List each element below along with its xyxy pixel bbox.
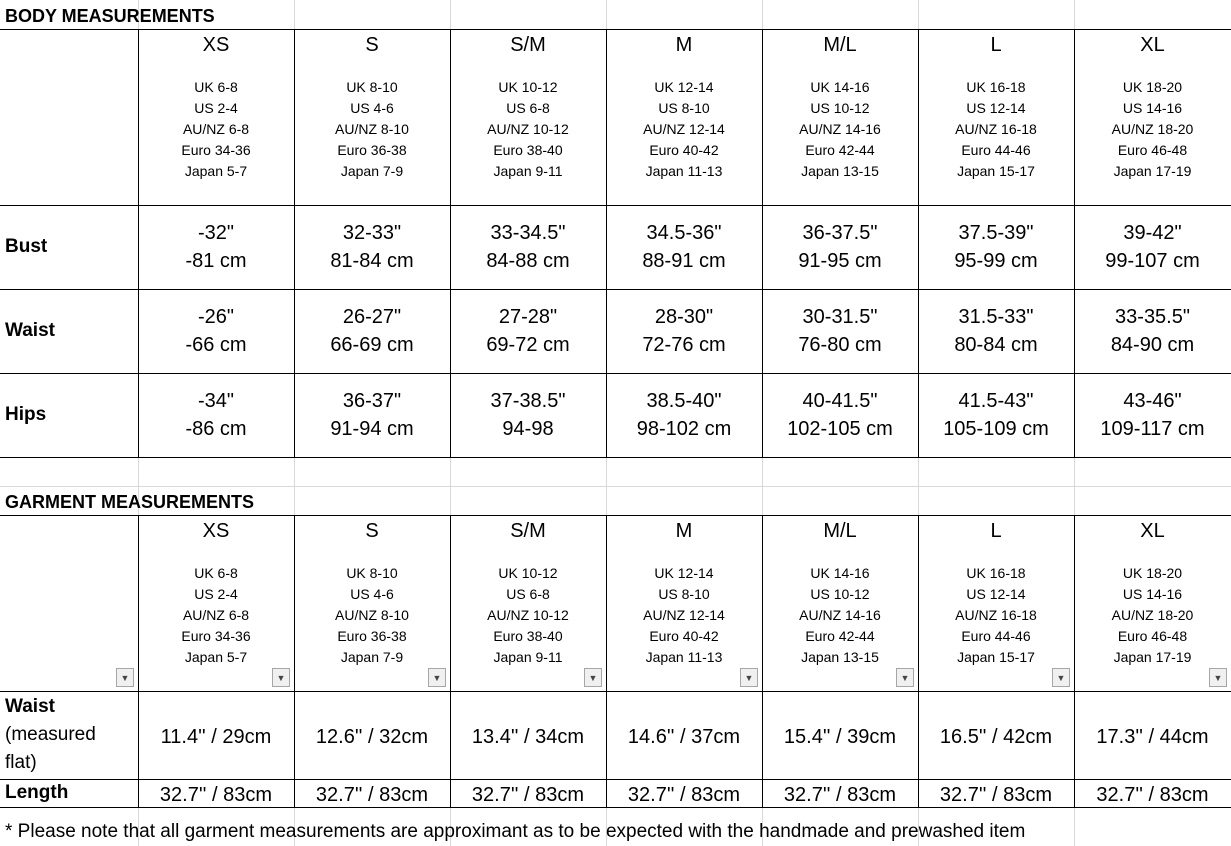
size-name: L — [990, 34, 1002, 56]
cm-value: 88-91 cm — [642, 250, 726, 272]
garment-measurement-cell: 32.7'' / 83cm — [627, 784, 741, 806]
row-label-line: Waist — [5, 696, 55, 717]
inches-value: 36-37" — [342, 390, 402, 412]
size-conversion-line: UK 14-16 — [810, 79, 870, 95]
cm-value: 95-99 cm — [954, 250, 1038, 272]
size-name: M/L — [823, 520, 857, 542]
size-conversion-line: US 8-10 — [658, 586, 710, 602]
row-label-waist: Waist — [5, 320, 55, 341]
cm-value: 80-84 cm — [954, 334, 1038, 356]
size-conversions — [955, 77, 1037, 182]
measurement-cell — [138, 289, 294, 373]
size-conversion-line: UK 6-8 — [194, 79, 238, 95]
cm-value: 81-84 cm — [330, 250, 414, 272]
size-conversion-line: AU/NZ 6-8 — [182, 121, 250, 137]
size-conversion-line: AU/NZ 10-12 — [487, 607, 569, 623]
garment-measurements-title: GARMENT MEASUREMENTS — [5, 492, 255, 512]
measurement-cell — [606, 205, 762, 289]
size-name: S — [365, 34, 379, 56]
size-name: XS — [202, 520, 230, 542]
inches-value: 30-31.5" — [802, 306, 878, 328]
filter-dropdown-button[interactable] — [584, 668, 602, 687]
size-conversion-line: US 12-14 — [966, 586, 1026, 602]
inches-value: 31.5-33" — [958, 306, 1034, 328]
size-conversion-line: UK 10-12 — [498, 565, 558, 581]
body-measurements-title: BODY MEASUREMENTS — [5, 6, 215, 26]
size-conversion-line: Euro 42-44 — [805, 628, 875, 644]
size-conversions — [335, 563, 409, 668]
cm-value: 105-109 cm — [943, 418, 1049, 440]
size-conversion-line: UK 14-16 — [810, 565, 870, 581]
row-label-line: flat) — [5, 752, 37, 773]
inches-value: 38.5-40" — [646, 390, 722, 412]
size-conversion-line: US 12-14 — [966, 100, 1026, 116]
size-conversion-line: Japan 17-19 — [1113, 163, 1192, 179]
size-header-cell — [138, 515, 294, 691]
size-conversion-line: Euro 42-44 — [805, 142, 875, 158]
filter-dropdown-button[interactable] — [896, 668, 914, 687]
filter-dropdown-button[interactable] — [272, 668, 290, 687]
dropdown-arrow-icon: ▼ — [588, 672, 598, 683]
measurement-cell — [294, 373, 450, 457]
size-conversion-line: Japan 11-13 — [645, 649, 723, 665]
inches-value: 40-41.5" — [802, 390, 878, 412]
measurement-cell — [138, 373, 294, 457]
size-conversion-line: AU/NZ 6-8 — [182, 607, 250, 623]
measurement-cell — [294, 205, 450, 289]
size-conversion-line: US 14-16 — [1122, 586, 1183, 602]
size-name: XL — [1140, 520, 1165, 542]
row-label-bust: Bust — [5, 236, 48, 257]
size-conversion-line: Japan 9-11 — [493, 649, 563, 665]
cm-value: -66 cm — [185, 334, 247, 356]
filter-dropdown-button[interactable] — [740, 668, 758, 687]
cm-value: 91-95 cm — [798, 250, 882, 272]
garment-measurement-cell: 32.7'' / 83cm — [315, 784, 429, 806]
size-conversions — [487, 563, 569, 668]
size-name: S — [365, 520, 379, 542]
size-name: S/M — [510, 520, 546, 542]
garment-row-label — [5, 691, 96, 779]
measurement-cell — [606, 373, 762, 457]
size-conversion-line: AU/NZ 10-12 — [487, 121, 569, 137]
size-conversion-line: AU/NZ 8-10 — [335, 607, 409, 623]
garment-measurement-cell: 32.7'' / 83cm — [939, 784, 1053, 806]
size-conversion-line: Euro 36-38 — [337, 628, 407, 644]
size-conversion-line: Japan 5-7 — [184, 649, 248, 665]
garment-measurement-cell: 16.5'' / 42cm — [939, 726, 1053, 748]
measurement-cell — [450, 373, 606, 457]
size-conversion-line: UK 16-18 — [966, 79, 1026, 95]
inches-value: -32" — [197, 222, 234, 244]
size-conversion-line: US 10-12 — [810, 100, 870, 116]
garment-row-label — [5, 779, 68, 807]
size-conversion-line: AU/NZ 16-18 — [955, 607, 1037, 623]
garment-measurement-cell: 14.6'' / 37cm — [627, 726, 741, 748]
garment-measurement-cell: 32.7'' / 83cm — [159, 784, 273, 806]
size-header-cell — [1074, 515, 1231, 691]
measurement-cell — [1074, 289, 1231, 373]
size-conversion-line: Euro 44-46 — [961, 142, 1031, 158]
cm-value: 76-80 cm — [798, 334, 882, 356]
measurement-cell — [1074, 373, 1231, 457]
inches-value: 32-33" — [342, 222, 402, 244]
size-conversion-line: Euro 44-46 — [961, 628, 1031, 644]
dropdown-arrow-icon: ▼ — [900, 672, 910, 683]
size-conversions — [643, 77, 725, 182]
footnote: * Please note that all garment measurements are approximant as to be expected with the handmade and prewashed item — [5, 821, 1026, 842]
gridline — [0, 486, 1231, 487]
cm-value: 94-98 — [502, 418, 554, 440]
size-conversions — [181, 563, 250, 668]
measurement-cell — [1074, 205, 1231, 289]
size-conversion-line: US 6-8 — [506, 100, 550, 116]
size-conversion-line: US 2-4 — [194, 100, 238, 116]
inches-value: 28-30" — [654, 306, 714, 328]
size-conversions — [487, 77, 569, 182]
size-conversion-line: Japan 7-9 — [340, 649, 404, 665]
size-conversion-line: Japan 17-19 — [1113, 649, 1192, 665]
size-header-cell — [918, 515, 1074, 691]
size-conversion-line: Japan 11-13 — [645, 163, 723, 179]
cm-value: 99-107 cm — [1105, 250, 1200, 272]
size-conversion-line: UK 10-12 — [498, 79, 558, 95]
cm-value: 98-102 cm — [636, 418, 732, 440]
size-conversion-line: AU/NZ 14-16 — [799, 121, 881, 137]
size-conversion-line: UK 6-8 — [194, 565, 238, 581]
size-name: S/M — [510, 34, 546, 56]
dropdown-arrow-icon: ▼ — [744, 672, 754, 683]
size-name: M — [675, 520, 693, 542]
cm-value: 102-105 cm — [787, 418, 893, 440]
size-conversion-line: US 2-4 — [194, 586, 238, 602]
size-conversion-line: US 10-12 — [810, 586, 870, 602]
size-name: XS — [202, 34, 230, 56]
size-name: XL — [1140, 34, 1165, 56]
size-conversion-line: Euro 46-48 — [1117, 142, 1188, 158]
dropdown-arrow-icon: ▼ — [1213, 672, 1223, 683]
size-conversion-line: AU/NZ 8-10 — [335, 121, 409, 137]
size-header-cell — [762, 29, 918, 205]
size-conversion-line: US 6-8 — [506, 586, 550, 602]
size-conversions — [335, 77, 409, 182]
size-conversion-line: Japan 5-7 — [184, 163, 248, 179]
size-conversion-line: Euro 34-36 — [181, 142, 251, 158]
size-conversion-line: AU/NZ 18-20 — [1111, 607, 1194, 623]
measurement-cell — [918, 373, 1074, 457]
size-conversion-line: Japan 13-15 — [801, 649, 879, 665]
size-conversion-line: Euro 38-40 — [493, 142, 563, 158]
size-conversion-line: AU/NZ 12-14 — [643, 607, 725, 623]
dropdown-arrow-icon: ▼ — [276, 672, 286, 683]
size-name: M — [675, 34, 693, 56]
size-conversion-line: AU/NZ 16-18 — [955, 121, 1037, 137]
size-conversion-line: AU/NZ 12-14 — [643, 121, 725, 137]
size-conversion-line: Japan 13-15 — [801, 163, 879, 179]
dropdown-arrow-icon: ▼ — [432, 672, 442, 683]
size-conversion-line: Japan 7-9 — [340, 163, 404, 179]
row-label-line: (measured — [5, 724, 96, 745]
inches-value: 43-46" — [1123, 390, 1182, 412]
cm-value: -86 cm — [185, 418, 247, 440]
size-conversions — [955, 563, 1037, 668]
measurement-cell — [450, 205, 606, 289]
size-conversion-line: Japan 15-17 — [957, 163, 1035, 179]
size-conversion-line: Euro 36-38 — [337, 142, 407, 158]
inches-value: 39-42" — [1123, 222, 1182, 244]
size-header-cell — [1074, 29, 1231, 205]
size-header-cell — [294, 29, 450, 205]
measurement-cell — [762, 373, 918, 457]
size-conversion-line: UK 8-10 — [346, 79, 398, 95]
measurement-cell — [762, 289, 918, 373]
garment-measurement-cell: 32.7'' / 83cm — [783, 784, 897, 806]
size-header-cell — [450, 29, 606, 205]
size-header-cell — [294, 515, 450, 691]
inches-value: 34.5-36" — [646, 222, 722, 244]
cm-value: 84-90 cm — [1110, 334, 1195, 356]
garment-measurement-cell: 13.4'' / 34cm — [471, 726, 585, 748]
inches-value: -26" — [197, 306, 234, 328]
size-conversion-line: US 4-6 — [350, 586, 394, 602]
size-conversion-line: Euro 38-40 — [493, 628, 563, 644]
row-label-hips: Hips — [5, 404, 47, 425]
cm-value: -81 cm — [185, 250, 247, 272]
size-name: L — [990, 520, 1002, 542]
inches-value: 33-35.5" — [1115, 306, 1190, 328]
cm-value: 72-76 cm — [642, 334, 726, 356]
inches-value: 37.5-39" — [958, 222, 1034, 244]
size-conversions — [799, 77, 881, 182]
size-conversion-line: US 8-10 — [658, 100, 710, 116]
cm-value: 66-69 cm — [330, 334, 414, 356]
garment-measurement-cell: 15.4'' / 39cm — [783, 726, 897, 748]
inches-value: 41.5-43" — [958, 390, 1034, 412]
filter-dropdown-button[interactable] — [1209, 668, 1227, 687]
cm-value: 109-117 cm — [1100, 418, 1205, 440]
size-conversion-line: US 4-6 — [350, 100, 394, 116]
filter-dropdown-button[interactable] — [1052, 668, 1070, 687]
size-conversion-line: UK 18-20 — [1122, 565, 1183, 581]
dropdown-arrow-icon: ▼ — [120, 672, 130, 683]
size-header-cell — [606, 515, 762, 691]
size-conversions — [643, 563, 725, 668]
garment-measurement-cell: 12.6'' / 32cm — [315, 726, 429, 748]
measurement-cell — [606, 289, 762, 373]
size-header-cell — [138, 29, 294, 205]
measurement-cell — [762, 205, 918, 289]
inches-value: 36-37.5" — [802, 222, 878, 244]
size-conversion-line: US 14-16 — [1122, 100, 1183, 116]
cm-value: 84-88 cm — [486, 250, 570, 272]
size-conversion-line: UK 18-20 — [1122, 79, 1183, 95]
size-conversions — [799, 563, 881, 668]
inches-value: 27-28" — [498, 306, 558, 328]
size-conversion-line: Euro 40-42 — [649, 142, 719, 158]
measurement-cell — [450, 289, 606, 373]
size-header-cell — [450, 515, 606, 691]
inches-value: -34" — [197, 390, 234, 412]
size-conversion-line: AU/NZ 14-16 — [799, 607, 881, 623]
size-conversion-line: AU/NZ 18-20 — [1111, 121, 1194, 137]
size-conversions — [1112, 77, 1194, 182]
inches-value: 37-38.5" — [490, 390, 566, 412]
measurement-cell — [918, 205, 1074, 289]
size-conversions — [1112, 563, 1194, 668]
cm-value: 91-94 cm — [330, 418, 414, 440]
size-conversion-line: UK 8-10 — [346, 565, 398, 581]
size-header-cell — [762, 515, 918, 691]
garment-measurement-cell: 17.3'' / 44cm — [1096, 726, 1209, 748]
inches-value: 26-27" — [342, 306, 402, 328]
size-conversion-line: Euro 46-48 — [1117, 628, 1188, 644]
size-conversion-line: UK 16-18 — [966, 565, 1026, 581]
dropdown-arrow-icon: ▼ — [1056, 672, 1066, 683]
filter-dropdown-button[interactable] — [428, 668, 446, 687]
size-conversions — [181, 77, 250, 182]
row-label-line: Length — [5, 782, 69, 803]
measurement-cell — [138, 205, 294, 289]
size-conversion-line: UK 12-14 — [654, 79, 714, 95]
size-name: M/L — [823, 34, 857, 56]
size-header-cell — [918, 29, 1074, 205]
measurement-cell — [918, 289, 1074, 373]
size-conversion-line: Euro 40-42 — [649, 628, 719, 644]
size-conversion-line: Japan 9-11 — [493, 163, 563, 179]
garment-measurement-cell: 32.7'' / 83cm — [471, 784, 585, 806]
size-conversion-line: Euro 34-36 — [181, 628, 251, 644]
measurement-cell — [294, 289, 450, 373]
garment-measurement-cell: 32.7'' / 83cm — [1096, 784, 1209, 806]
filter-dropdown-button[interactable] — [116, 668, 134, 687]
size-conversion-line: Japan 15-17 — [957, 649, 1035, 665]
inches-value: 33-34.5" — [490, 222, 566, 244]
garment-measurement-cell: 11.4'' / 29cm — [160, 726, 272, 748]
size-conversion-line: UK 12-14 — [654, 565, 714, 581]
size-header-cell — [606, 29, 762, 205]
cm-value: 69-72 cm — [486, 334, 570, 356]
